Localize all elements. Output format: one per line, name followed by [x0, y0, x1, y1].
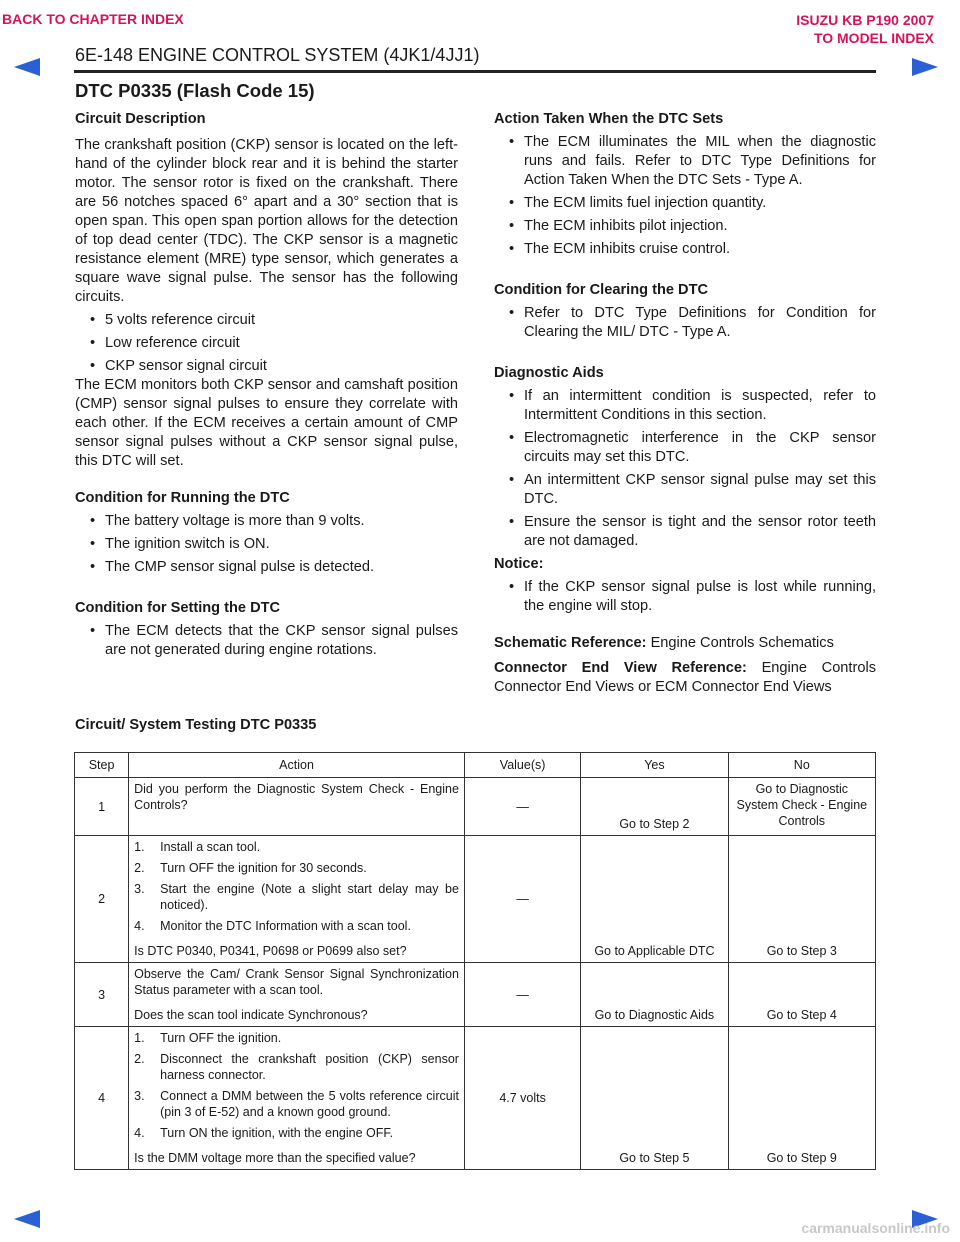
- table-header-row: [75, 753, 876, 778]
- step-yes: Go to Step 2: [581, 778, 728, 836]
- list-item: • The ECM illuminates the MIL when the diagnostic runs and fails. Refer to DTC Type Definitions for Action Taken When the DTC Sets - Type A.: [494, 133, 876, 190]
- list-item: • The ECM detects that the CKP sensor signal pulses are not generated during engine rotations.: [75, 622, 458, 660]
- schematic-reference: [494, 634, 876, 653]
- to-model-index-link[interactable]: TO MODEL INDEX: [813, 30, 934, 46]
- list-item: • Low reference circuit: [75, 334, 458, 353]
- step-value: —: [464, 778, 580, 836]
- step-action: [129, 1027, 465, 1170]
- notice-list: [494, 578, 876, 616]
- list-item: • 5 volts reference circuit: [75, 311, 458, 330]
- circuit-description-heading: Circuit Description: [75, 111, 206, 127]
- column-header: Value(s): [464, 753, 580, 778]
- running-heading: Condition for Running the DTC: [75, 490, 290, 506]
- diagnostic-aids-heading: Diagnostic Aids: [494, 365, 604, 381]
- circuit-description-paragraph-2: The ECM monitors both CKP sensor and camshaft position (CMP) sensor signal pulses to ensure they correlate with each other. If the ECM receives a certain amount of CMP sensor signal pulses without a CKP sensor signal pulse, this DTC will set.: [75, 377, 458, 469]
- right-column: [494, 110, 876, 697]
- step-yes: Go to Diagnostic Aids: [581, 963, 728, 1027]
- list-item: • The ECM limits fuel injection quantity.: [494, 194, 876, 213]
- model-line-label: ISUZU KB P190 2007: [796, 12, 934, 28]
- arrow-left-icon[interactable]: [14, 58, 40, 76]
- clearing-list: [494, 304, 876, 342]
- list-item: 1. Install a scan tool.: [134, 840, 261, 854]
- step-value: —: [464, 963, 580, 1027]
- aids-list: [494, 387, 876, 551]
- action-list: [494, 133, 876, 259]
- step-question: Does the scan tool indicate Synchronous?: [134, 1008, 368, 1022]
- step-number: 2: [75, 836, 129, 963]
- dtc-title: DTC P0335 (Flash Code 15): [75, 80, 315, 101]
- step-no: Go to Step 3: [728, 836, 875, 963]
- step-items: [134, 839, 459, 934]
- step-no: Go to Diagnostic System Check - Engine Controls: [728, 778, 875, 836]
- diagnostic-steps-table: [74, 752, 876, 1170]
- back-to-chapter-index-link[interactable]: BACK TO CHAPTER INDEX: [2, 11, 184, 27]
- notice-heading: Notice:: [494, 556, 544, 572]
- step-no: Go to Step 9: [728, 1027, 875, 1170]
- step-question: Is DTC P0340, P0341, P0698 or P0699 also set?: [134, 944, 407, 958]
- list-item: • Ensure the sensor is tight and the sensor rotor teeth are not damaged.: [494, 513, 876, 551]
- step-value: —: [464, 836, 580, 963]
- schematic-label: Schematic Reference:: [494, 635, 647, 651]
- step-items: [134, 1030, 459, 1141]
- list-item: • The ECM inhibits cruise control.: [494, 240, 876, 259]
- running-list: [75, 512, 458, 577]
- list-item: • Electromagnetic interference in the CKP sensor circuits may set this DTC.: [494, 429, 876, 467]
- watermark: carmanualsonline.info: [801, 1220, 950, 1236]
- list-item: • If the CKP sensor signal pulse is lost while running, the engine will stop.: [494, 578, 876, 616]
- table-row: [75, 963, 876, 1027]
- column-header: Action: [129, 753, 465, 778]
- list-item: 2. Turn OFF the ignition for 30 seconds.: [134, 861, 367, 875]
- list-item: 2. Disconnect the crankshaft position (CKP) sensor harness connector.: [134, 1052, 459, 1082]
- action-taken-heading: Action Taken When the DTC Sets: [494, 111, 724, 127]
- table-title: Circuit/ System Testing DTC P0335: [75, 717, 317, 733]
- connector-value: Engine Controls Connector End Views or ECM Connector End Views: [494, 660, 876, 695]
- connector-label: Connector End View Reference:: [494, 660, 747, 676]
- step-yes: Go to Applicable DTC: [581, 836, 728, 963]
- step-question: Is the DMM voltage more than the specified value?: [134, 1151, 416, 1165]
- arrow-left-icon[interactable]: [14, 1210, 40, 1228]
- list-item: • The battery voltage is more than 9 volts.: [75, 512, 458, 531]
- list-item: • CKP sensor signal circuit: [75, 357, 458, 376]
- clearing-heading: Condition for Clearing the DTC: [494, 282, 709, 298]
- table-row: [75, 1027, 876, 1170]
- table-row: [75, 836, 876, 963]
- arrow-right-icon[interactable]: [912, 58, 938, 76]
- step-no: Go to Step 4: [728, 963, 875, 1027]
- step-number: 1: [75, 778, 129, 836]
- list-item: • Refer to DTC Type Definitions for Condition for Clearing the MIL/ DTC - Type A.: [494, 304, 876, 342]
- setting-list: [75, 622, 458, 660]
- list-item: • An intermittent CKP sensor signal pulse may set this DTC.: [494, 471, 876, 509]
- circuits-list: [75, 311, 458, 376]
- list-item: • The ignition switch is ON.: [75, 535, 458, 554]
- column-header: No: [728, 753, 875, 778]
- step-action: Observe the Cam/ Crank Sensor Signal Synchronization Status parameter with a scan tool. Does the scan tool indicate Synchronous?: [129, 963, 465, 1027]
- circuit-description-paragraph: The crankshaft position (CKP) sensor is located on the left-hand of the cylinder block rear and it is behind the starter motor. The sensor rotor is fixed on the crankshaft. There are 56 notches spaced 6° apart and a 30° section that is open span. This open span portion allows for the detection of top dead center (TDC). The CKP sensor is a magnetic resistance element (MRE) type sensor, which generates a square wave signal pulse. The sensor has the following circuits.: [75, 137, 458, 305]
- list-item: 4. Monitor the DTC Information with a scan tool.: [134, 919, 411, 933]
- step-number: 3: [75, 963, 129, 1027]
- list-item: • If an intermittent condition is suspected, refer to Intermittent Conditions in this section.: [494, 387, 876, 425]
- list-item: • The CMP sensor signal pulse is detected.: [75, 558, 458, 577]
- connector-reference: [494, 659, 876, 697]
- step-value: 4.7 volts: [464, 1027, 580, 1170]
- list-item: 1. Turn OFF the ignition.: [134, 1031, 282, 1045]
- table-row: [75, 778, 876, 836]
- list-item: 3. Start the engine (Note a slight start delay may be noticed).: [134, 882, 459, 912]
- list-item: 3. Connect a DMM between the 5 volts reference circuit (pin 3 of E-52) and a known good ground.: [134, 1089, 459, 1119]
- column-header: Yes: [581, 753, 728, 778]
- step-yes: Go to Step 5: [581, 1027, 728, 1170]
- left-column: [75, 110, 458, 664]
- model-nav: [796, 11, 934, 47]
- list-item: • The ECM inhibits pilot injection.: [494, 217, 876, 236]
- list-item: 4. Turn ON the ignition, with the engine OFF.: [134, 1126, 394, 1140]
- step-action: Did you perform the Diagnostic System Check - Engine Controls?: [129, 778, 465, 836]
- step-action: [129, 836, 465, 963]
- schematic-value: Engine Controls Schematics: [650, 635, 834, 651]
- column-header: Step: [75, 753, 129, 778]
- setting-heading: Condition for Setting the DTC: [75, 600, 281, 616]
- header-rule: [74, 70, 876, 73]
- page-header: 6E-148 ENGINE CONTROL SYSTEM (4JK1/4JJ1): [75, 45, 480, 65]
- step-number: 4: [75, 1027, 129, 1170]
